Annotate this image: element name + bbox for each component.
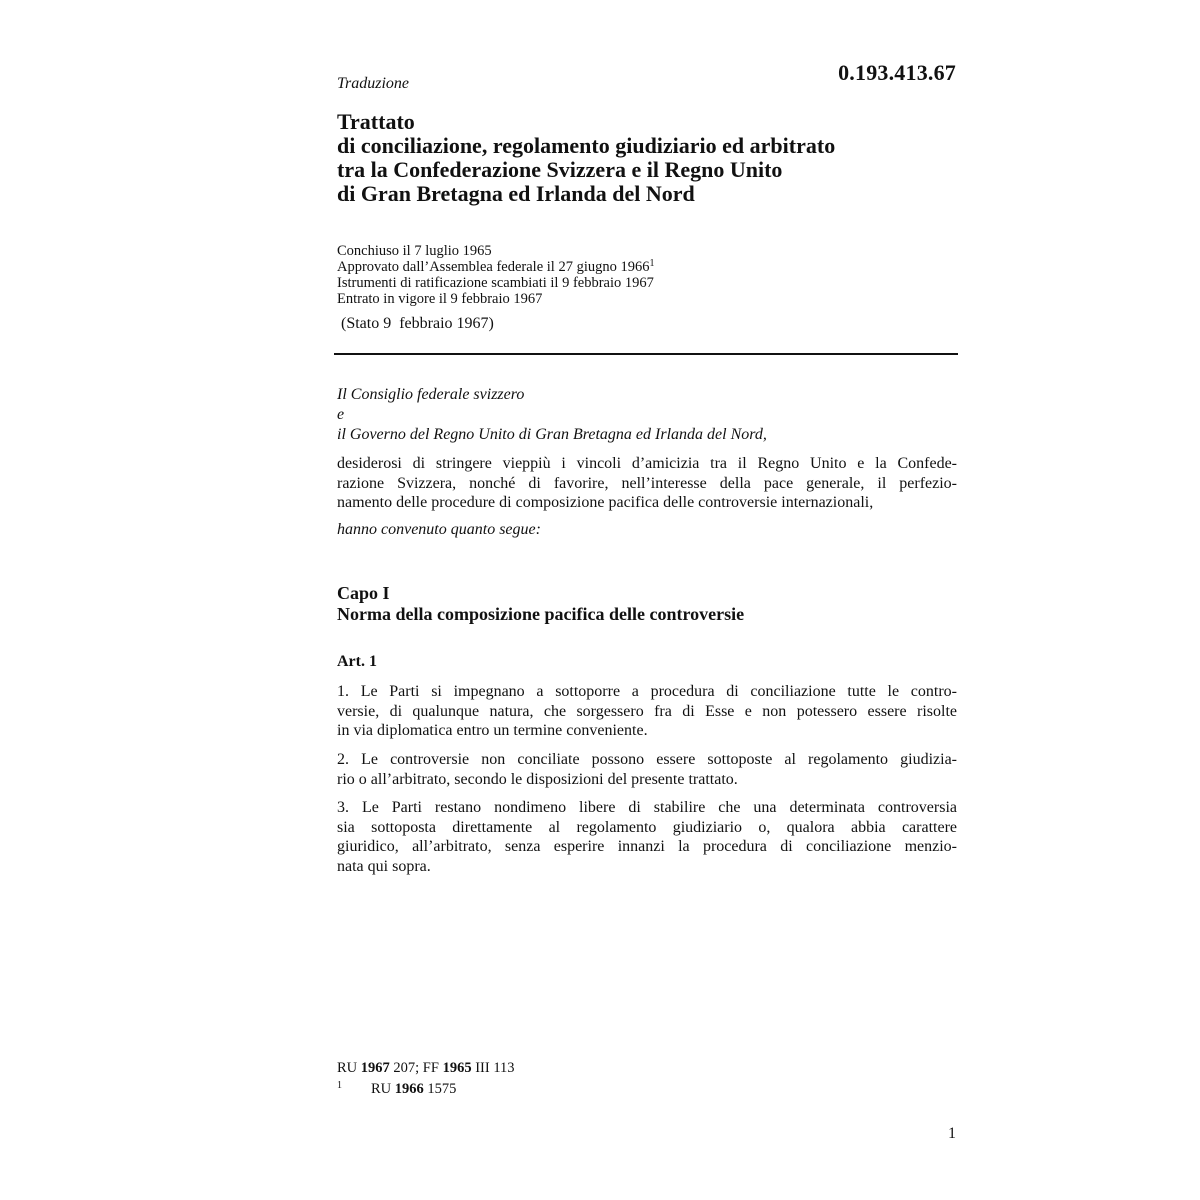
paragraph-line: 3. Le Parti restano nondimeno libere di stabilire che una determinata controversia: [337, 799, 957, 816]
chapter-heading: [337, 583, 957, 625]
entry-into-force-date: Entrato in vigore il 9 febbraio 1967: [337, 291, 543, 307]
chapter-title: Norma della composizione pacifica delle controversie: [337, 604, 745, 624]
paragraph-line: in via diplomatica entro un termine conveniente.: [337, 722, 648, 739]
recital-line: namento delle procedure di composizione pacifica delle controversie internazionali,: [337, 494, 874, 511]
paragraph-line: rio o all’arbitrato, secondo le disposizioni del presente trattato.: [337, 770, 738, 788]
preamble-party-1: Il Consiglio federale svizzero: [337, 386, 525, 403]
footnote-1-year: 1966: [394, 1081, 424, 1097]
approved-date: [337, 259, 957, 275]
recital-line: razione Svizzera, nonché di favorire, nell’interesse della pace generale, il perfezio-: [337, 474, 957, 492]
preamble-party-2: il Governo del Regno Unito di Gran Bretagna ed Irlanda del Nord,: [337, 426, 767, 443]
chapter-number: Capo I: [337, 583, 390, 603]
paragraph-line: 2. Le controversie non conciliate possono essere sottoposte al regolamento giudizia-: [337, 751, 957, 768]
page-number: 1: [948, 1125, 956, 1142]
document-title: [337, 110, 957, 206]
article-paragraph-2: [337, 750, 957, 789]
title-line: tra la Confederazione Svizzera e il Regno Unito: [337, 157, 783, 182]
sr-number: 0.193.413.67: [838, 60, 956, 85]
preamble-conjunction: e: [337, 406, 345, 423]
title-line: di Gran Bretagna ed Irlanda del Nord: [337, 181, 695, 206]
header-divider: [334, 353, 958, 355]
translation-label: Traduzione: [337, 75, 410, 92]
ratification-date: Istrumenti di ratificazione scambiati il 9 febbraio 1967: [337, 275, 654, 291]
article-paragraph-1: [337, 682, 957, 741]
preamble-agreed: hanno convenuto quanto segue:: [337, 521, 541, 538]
paragraph-line: versie, di qualunque natura, che sorgessero fra di Esse e non potessero essere risolte: [337, 702, 957, 720]
source-ru-prefix: RU: [337, 1060, 361, 1076]
paragraph-line: giuridico, all’arbitrato, senza esperire innanzi la procedura di conciliazione menzio-: [337, 838, 957, 855]
footnote-1: 1 RU 1966 1575: [337, 1080, 457, 1097]
treaty-metadata: [337, 243, 957, 307]
preamble-recital: [337, 454, 957, 513]
source-ru-page: 207; FF: [389, 1060, 443, 1076]
source-ff-rest: III 113: [471, 1060, 515, 1076]
paragraph-line: sia sottoposta direttamente al regolamento giudiziario o, qualora abbia carattere: [337, 818, 957, 836]
concluded-date: Conchiuso il 7 luglio 1965: [337, 243, 492, 259]
article-paragraph-3: [337, 798, 957, 876]
paragraph-line: 1. Le Parti si impegnano a sottoporre a procedura di conciliazione tutte le contro-: [337, 683, 957, 700]
source-ru-year: 1967: [360, 1060, 390, 1076]
approved-text: Approvato dall’Assemblea federale il 27 giugno 1966: [337, 259, 650, 275]
recital-line: desiderosi di stringere vieppiù i vincoli d’amicizia tra il Regno Unito e la Confede-: [337, 455, 957, 472]
footnote-1-prefix: RU: [371, 1081, 395, 1097]
footnote-ref-1[interactable]: 1: [649, 258, 655, 269]
source-reference: [337, 1060, 515, 1077]
footnote-1-page: 1575: [423, 1081, 457, 1097]
title-line: Trattato: [337, 109, 415, 134]
article-title: Art. 1: [337, 653, 377, 670]
title-line: di conciliazione, regolamento giudiziario ed arbitrato: [337, 133, 836, 158]
source-ff-year: 1965: [442, 1060, 472, 1076]
paragraph-line: nata qui sopra.: [337, 857, 431, 875]
status-date: (Stato 9 febbraio 1967): [341, 315, 494, 332]
